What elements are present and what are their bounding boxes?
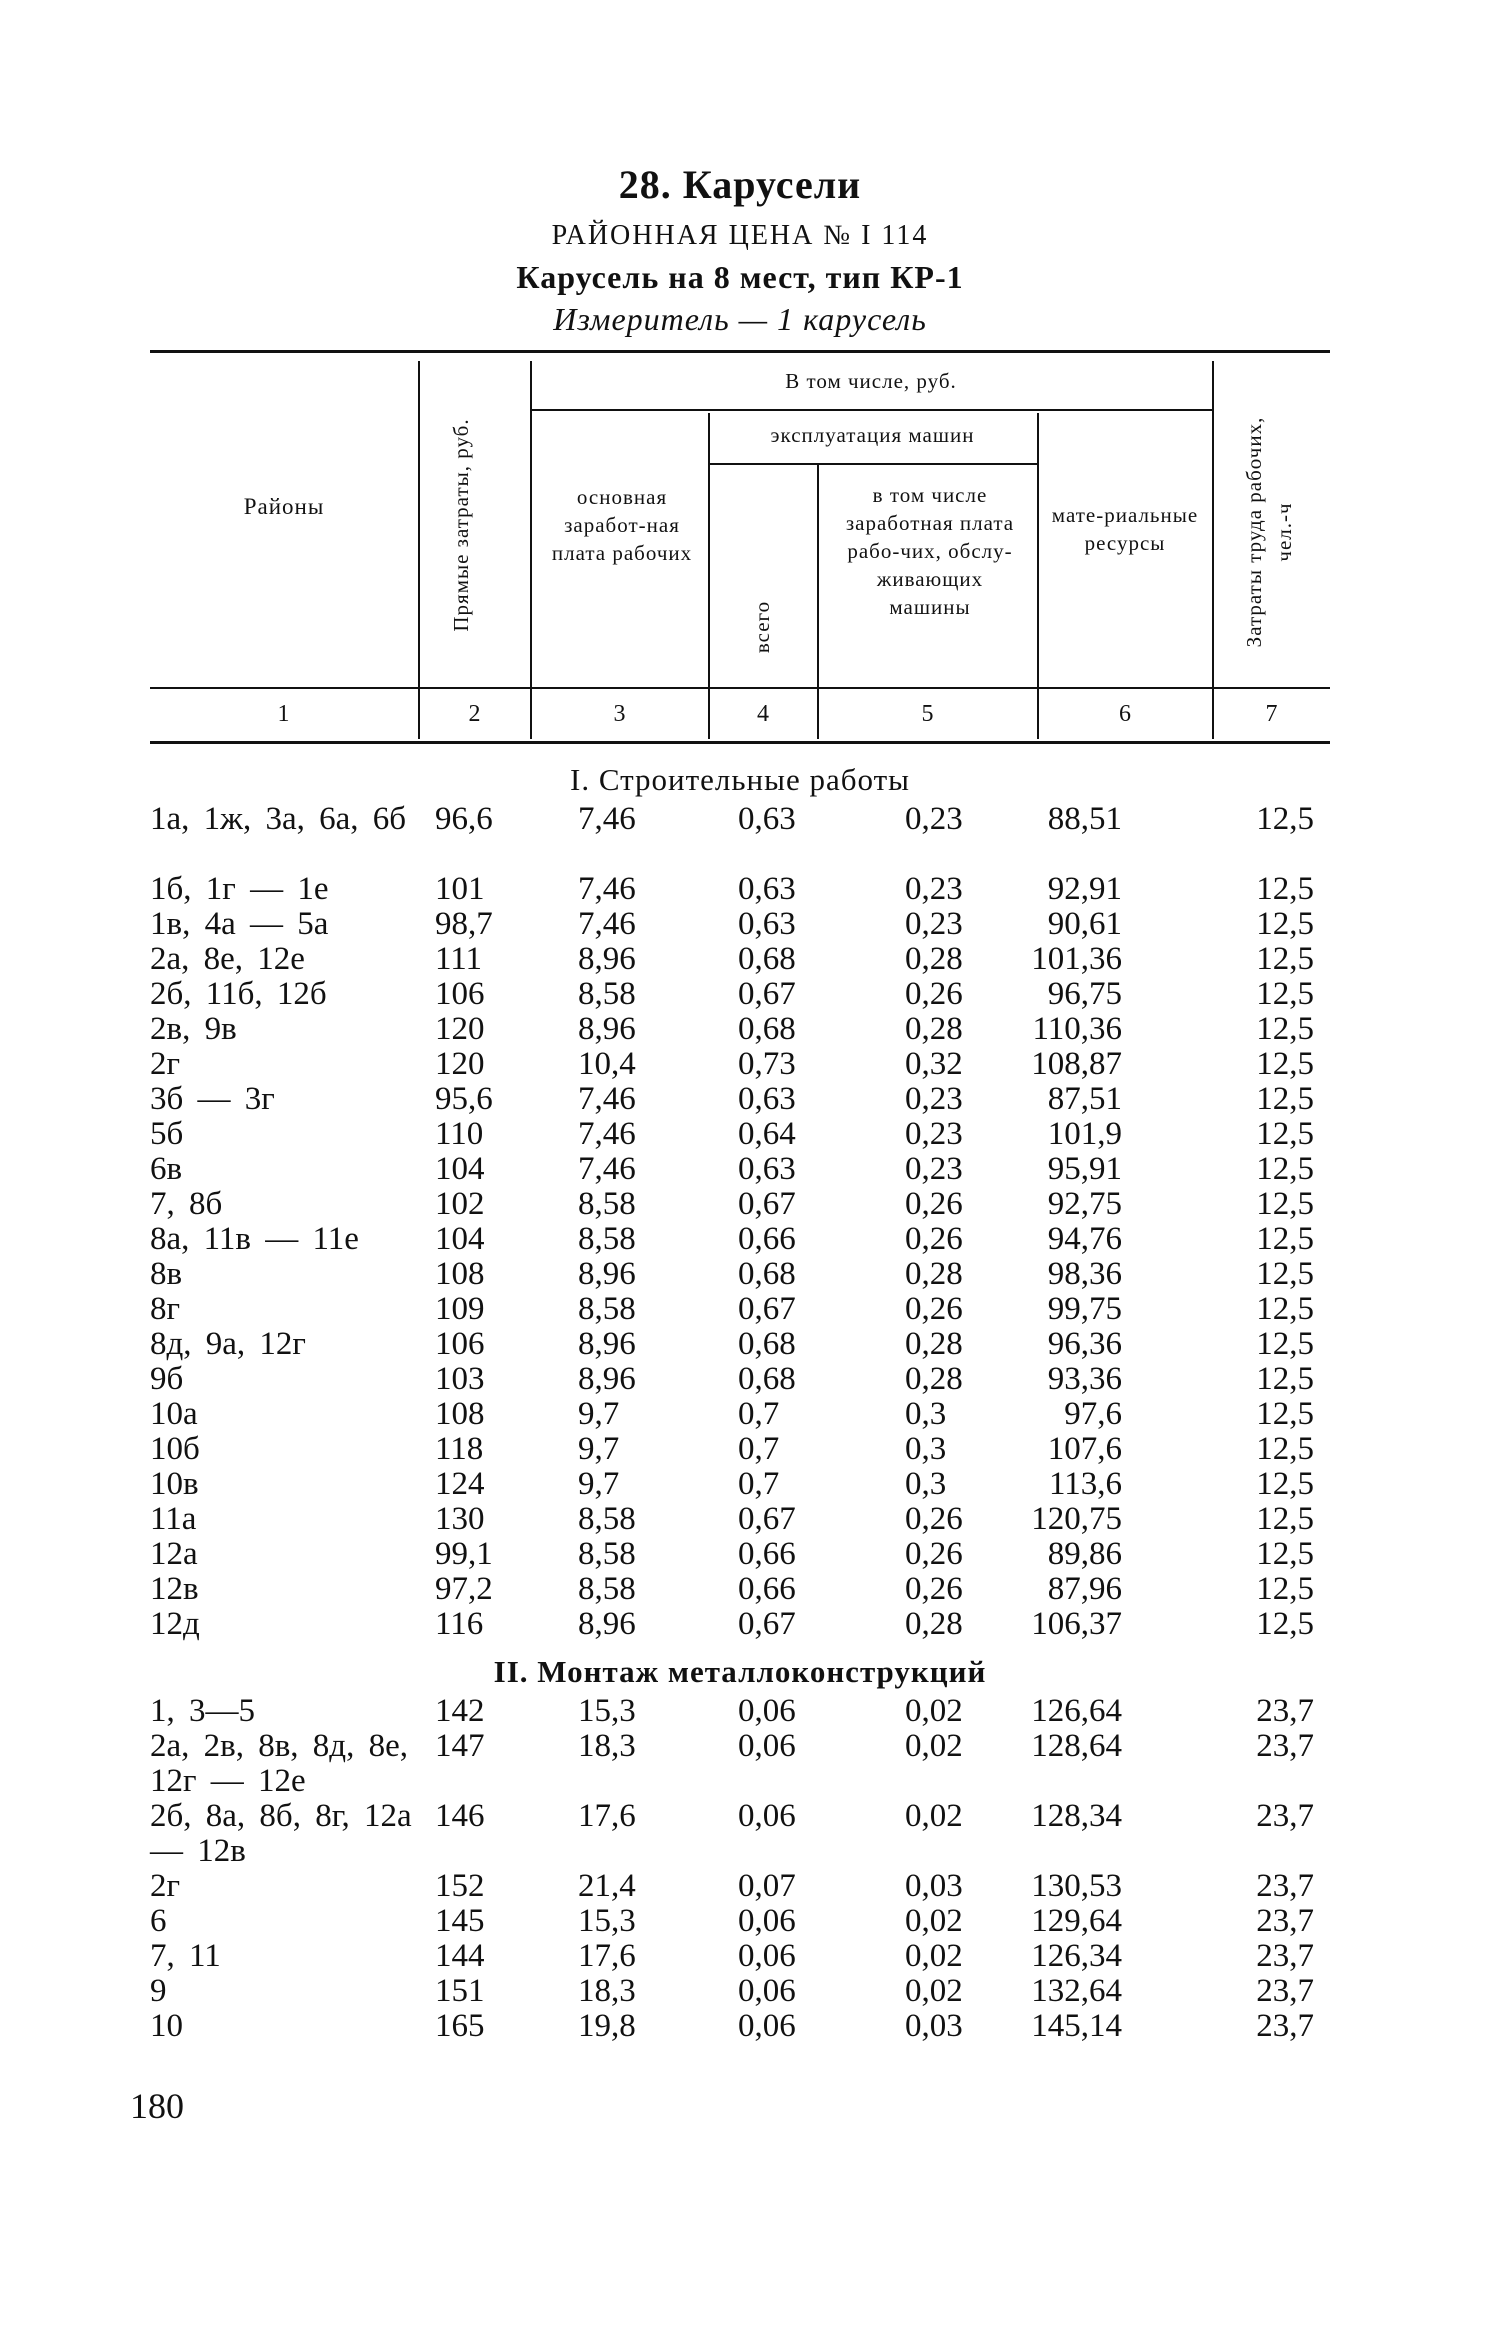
materials-cell: 87,96 — [1047, 1571, 1122, 1607]
base-wage-cell: 9,7 — [578, 1466, 620, 1502]
page-title: 28. Карусели — [618, 162, 862, 207]
machine-total-cell: 0,06 — [738, 1903, 796, 1939]
machine-total-cell: 0,68 — [738, 1011, 796, 1047]
materials-cell: 113,6 — [1048, 1466, 1122, 1502]
direct-costs-cell: 146 — [435, 1798, 485, 1834]
region-cell: 11а — [150, 1501, 197, 1537]
machine-total-cell: 0,67 — [738, 1606, 796, 1642]
col-number-2: 2 — [468, 701, 482, 727]
machine-wage-cell: 0,02 — [905, 1938, 963, 1974]
machine-total-cell: 0,07 — [738, 1868, 796, 1904]
labor-cell: 12,5 — [1256, 1606, 1314, 1642]
machine-wage-cell: 0,26 — [905, 1186, 963, 1222]
machine-wage-cell: 0,26 — [905, 1571, 963, 1607]
region-cell: 12в — [150, 1571, 199, 1607]
page-number: 180 — [130, 2086, 184, 2126]
materials-cell: 101,9 — [1047, 1116, 1122, 1152]
region-cell: 2а, 2в, 8в, 8д, 8е, 12г — 12е — [150, 1728, 408, 1799]
base-wage-cell: 8,58 — [578, 1571, 636, 1607]
labor-cell: 12,5 — [1256, 1186, 1314, 1222]
materials-cell: 106,37 — [1031, 1606, 1122, 1642]
table-row — [150, 1799, 1330, 1869]
header-base-wage: основная заработ-ная плата рабочих — [551, 485, 693, 565]
base-wage-cell: 18,3 — [578, 1728, 636, 1764]
materials-cell: 96,36 — [1047, 1326, 1122, 1362]
machine-wage-cell: 0,26 — [905, 1536, 963, 1572]
labor-cell: 12,5 — [1256, 1256, 1314, 1292]
region-cell: 1б, 1г — 1е — [150, 871, 329, 907]
region-cell: 8а, 11в — 11е — [150, 1221, 359, 1257]
direct-costs-cell: 98,7 — [435, 906, 493, 942]
materials-cell: 132,64 — [1031, 1973, 1122, 2009]
region-cell: 7, 8б — [150, 1186, 223, 1222]
region-cell: 12д — [150, 1606, 200, 1642]
labor-cell: 12,5 — [1256, 1501, 1314, 1537]
base-wage-cell: 8,96 — [578, 941, 636, 977]
materials-cell: 145,14 — [1031, 2008, 1122, 2044]
machine-total-cell: 0,7 — [738, 1396, 780, 1432]
base-wage-cell: 8,96 — [578, 1011, 636, 1047]
base-wage-cell: 8,58 — [578, 1501, 636, 1537]
direct-costs-cell: 108 — [435, 1396, 485, 1432]
table-row — [150, 1467, 1330, 1502]
machine-total-cell: 0,73 — [738, 1046, 796, 1082]
machine-wage-cell: 0,28 — [905, 1011, 963, 1047]
base-wage-cell: 21,4 — [578, 1868, 636, 1904]
region-cell: 2а, 8е, 12е — [150, 941, 305, 977]
machine-total-cell: 0,66 — [738, 1571, 796, 1607]
table-row — [150, 1502, 1330, 1537]
materials-cell: 94,76 — [1047, 1221, 1122, 1257]
machine-total-cell: 0,7 — [738, 1431, 780, 1467]
base-wage-cell: 10,4 — [578, 1046, 636, 1082]
machine-wage-cell: 0,3 — [905, 1396, 947, 1432]
base-wage-cell: 15,3 — [578, 1903, 636, 1939]
table-row — [150, 1694, 1330, 1729]
labor-cell: 12,5 — [1256, 1116, 1314, 1152]
machine-wage-cell: 0,26 — [905, 1221, 963, 1257]
labor-cell: 12,5 — [1256, 1221, 1314, 1257]
labor-cell: 12,5 — [1256, 1081, 1314, 1117]
region-cell: 1а, 1ж, 3а, 6а, 6б — [150, 801, 407, 837]
region-cell: 2г — [150, 1046, 181, 1082]
materials-cell: 92,91 — [1047, 871, 1122, 907]
materials-cell: 128,64 — [1031, 1728, 1122, 1764]
labor-cell: 23,7 — [1256, 1973, 1314, 2009]
machine-total-cell: 0,06 — [738, 1728, 796, 1764]
direct-costs-cell: 111 — [435, 941, 483, 977]
col-number-3: 3 — [613, 701, 627, 727]
labor-cell: 12,5 — [1256, 1151, 1314, 1187]
machine-wage-cell: 0,3 — [905, 1466, 947, 1502]
item-title: Карусель на 8 мест, тип КР-1 — [516, 259, 964, 295]
base-wage-cell: 8,58 — [578, 976, 636, 1012]
machine-wage-cell: 0,02 — [905, 1903, 963, 1939]
direct-costs-cell: 144 — [435, 1938, 485, 1974]
header-materials: мате-риальные ресурсы — [1051, 503, 1199, 555]
machine-total-cell: 0,06 — [738, 2008, 796, 2044]
machine-total-cell: 0,06 — [738, 1938, 796, 1974]
machine-wage-cell: 0,23 — [905, 906, 963, 942]
base-wage-cell: 8,58 — [578, 1221, 636, 1257]
machine-wage-cell: 0,23 — [905, 1151, 963, 1187]
header-total: всего — [750, 600, 774, 654]
section-title: I. Строительные работы — [570, 762, 910, 797]
header-including: В том числе, руб. — [785, 369, 957, 393]
region-cell: 2б, 11б, 12б — [150, 976, 327, 1012]
materials-cell: 98,36 — [1047, 1256, 1122, 1292]
materials-cell: 101,36 — [1031, 941, 1122, 977]
table-row — [150, 1939, 1330, 1974]
materials-cell: 88,51 — [1047, 801, 1122, 837]
materials-cell: 129,64 — [1031, 1903, 1122, 1939]
table-row — [150, 1869, 1330, 1904]
labor-cell: 12,5 — [1256, 1571, 1314, 1607]
base-wage-cell: 8,96 — [578, 1256, 636, 1292]
direct-costs-cell: 103 — [435, 1361, 485, 1397]
region-cell: 10а — [150, 1396, 198, 1432]
machine-wage-cell: 0,23 — [905, 1116, 963, 1152]
labor-cell: 23,7 — [1256, 1693, 1314, 1729]
base-wage-cell: 8,96 — [578, 1326, 636, 1362]
labor-cell: 12,5 — [1256, 976, 1314, 1012]
section-title: II. Монтаж металлоконструкций — [493, 1654, 987, 1689]
price-line: РАЙОННАЯ ЦЕНА № I 114 — [551, 220, 929, 251]
machine-total-cell: 0,06 — [738, 1973, 796, 2009]
table-row — [150, 1222, 1330, 1257]
labor-cell: 12,5 — [1256, 1011, 1314, 1047]
base-wage-cell: 7,46 — [578, 801, 636, 837]
direct-costs-cell: 95,6 — [435, 1081, 493, 1117]
materials-cell: 120,75 — [1031, 1501, 1122, 1537]
direct-costs-cell: 99,1 — [435, 1536, 493, 1572]
machine-wage-cell: 0,02 — [905, 1798, 963, 1834]
materials-cell: 90,61 — [1047, 906, 1122, 942]
direct-costs-cell: 97,2 — [435, 1571, 493, 1607]
section-rows-construction — [150, 802, 1330, 1642]
machine-wage-cell: 0,02 — [905, 1728, 963, 1764]
region-cell: 6 — [150, 1903, 167, 1939]
direct-costs-cell: 108 — [435, 1256, 485, 1292]
region-cell: 8в — [150, 1256, 183, 1292]
table-row — [150, 1152, 1330, 1187]
machine-wage-cell: 0,23 — [905, 871, 963, 907]
materials-cell: 108,87 — [1031, 1046, 1122, 1082]
materials-cell: 87,51 — [1047, 1081, 1122, 1117]
machine-wage-cell: 0,28 — [905, 941, 963, 977]
materials-cell: 110,36 — [1032, 1011, 1122, 1047]
table-row — [150, 1607, 1330, 1642]
direct-costs-cell: 165 — [435, 2008, 485, 2044]
labor-cell: 23,7 — [1256, 1728, 1314, 1764]
machine-wage-cell: 0,23 — [905, 801, 963, 837]
labor-cell: 23,7 — [1256, 1903, 1314, 1939]
region-cell: 12а — [150, 1536, 198, 1572]
direct-costs-cell: 151 — [435, 1973, 485, 2009]
materials-cell: 99,75 — [1047, 1291, 1122, 1327]
direct-costs-cell: 124 — [435, 1466, 485, 1502]
region-cell: 8г — [150, 1291, 181, 1327]
labor-cell: 12,5 — [1256, 1536, 1314, 1572]
base-wage-cell: 7,46 — [578, 906, 636, 942]
table-row — [150, 872, 1330, 907]
base-wage-cell: 19,8 — [578, 2008, 636, 2044]
region-cell: 5б — [150, 1116, 184, 1152]
region-cell: 6в — [150, 1151, 183, 1187]
labor-cell: 12,5 — [1256, 1326, 1314, 1362]
table-row — [150, 1729, 1330, 1799]
machine-wage-cell: 0,26 — [905, 1291, 963, 1327]
region-cell: 8д, 9а, 12г — [150, 1326, 306, 1362]
direct-costs-cell: 110 — [435, 1116, 484, 1152]
machine-total-cell: 0,67 — [738, 1501, 796, 1537]
direct-costs-cell: 152 — [435, 1868, 485, 1904]
labor-cell: 12,5 — [1256, 1431, 1314, 1467]
labor-cell: 23,7 — [1256, 2008, 1314, 2044]
direct-costs-cell: 102 — [435, 1186, 485, 1222]
region-cell: 2б, 8а, 8б, 8г, 12а — 12в — [150, 1798, 412, 1869]
machine-wage-cell: 0,28 — [905, 1361, 963, 1397]
table-row — [150, 1362, 1330, 1397]
table-row — [150, 1327, 1330, 1362]
machine-total-cell: 0,66 — [738, 1536, 796, 1572]
base-wage-cell: 18,3 — [578, 1973, 636, 2009]
region-cell: 9 — [150, 1973, 167, 2009]
machine-wage-cell: 0,28 — [905, 1606, 963, 1642]
labor-cell: 12,5 — [1256, 1466, 1314, 1502]
materials-cell: 96,75 — [1047, 976, 1122, 1012]
labor-cell: 12,5 — [1256, 871, 1314, 907]
direct-costs-cell: 106 — [435, 1326, 485, 1362]
machine-wage-cell: 0,03 — [905, 1868, 963, 1904]
base-wage-cell: 7,46 — [578, 1116, 636, 1152]
base-wage-cell: 17,6 — [578, 1938, 636, 1974]
direct-costs-cell: 120 — [435, 1011, 485, 1047]
labor-cell: 12,5 — [1256, 1046, 1314, 1082]
machine-total-cell: 0,7 — [738, 1466, 780, 1502]
table-row — [150, 1974, 1330, 2009]
machine-total-cell: 0,68 — [738, 1256, 796, 1292]
direct-costs-cell: 101 — [435, 871, 485, 907]
direct-costs-cell: 96,6 — [435, 801, 493, 837]
direct-costs-cell: 104 — [435, 1221, 485, 1257]
labor-cell: 12,5 — [1256, 801, 1314, 837]
header-machine-wage: в том числе заработная плата рабо-чих, обслу-живающих машины — [845, 483, 1015, 619]
region-cell: 10б — [150, 1431, 200, 1467]
col-number-7: 7 — [1265, 701, 1279, 727]
base-wage-cell: 8,96 — [578, 1606, 636, 1642]
header-machine-operation: эксплуатация машин — [770, 423, 975, 447]
base-wage-cell: 15,3 — [578, 1693, 636, 1729]
direct-costs-cell: 145 — [435, 1903, 485, 1939]
machine-wage-cell: 0,02 — [905, 1973, 963, 2009]
direct-costs-cell: 116 — [435, 1606, 484, 1642]
table-row — [150, 1257, 1330, 1292]
header-regions: Районы — [243, 494, 325, 519]
direct-costs-cell: 109 — [435, 1291, 485, 1327]
machine-wage-cell: 0,26 — [905, 1501, 963, 1537]
region-cell: 10в — [150, 1466, 199, 1502]
region-cell: 10 — [150, 2008, 183, 2044]
machine-wage-cell: 0,32 — [905, 1046, 963, 1082]
labor-cell: 12,5 — [1256, 941, 1314, 977]
table-row — [150, 1012, 1330, 1047]
table-row — [150, 1397, 1330, 1432]
materials-cell: 126,64 — [1031, 1693, 1122, 1729]
table-row — [150, 1537, 1330, 1572]
region-cell: 2г — [150, 1868, 181, 1904]
labor-cell: 23,7 — [1256, 1938, 1314, 1974]
machine-total-cell: 0,66 — [738, 1221, 796, 1257]
table-row — [150, 1432, 1330, 1467]
machine-total-cell: 0,63 — [738, 1151, 796, 1187]
region-cell: 1, 3—5 — [150, 1693, 255, 1729]
direct-costs-cell: 118 — [435, 1431, 484, 1467]
direct-costs-cell: 104 — [435, 1151, 485, 1187]
materials-cell: 93,36 — [1047, 1361, 1122, 1397]
table-row — [150, 1572, 1330, 1607]
base-wage-cell: 8,96 — [578, 1361, 636, 1397]
direct-costs-cell: 106 — [435, 976, 485, 1012]
base-wage-cell: 8,58 — [578, 1291, 636, 1327]
materials-cell: 107,6 — [1047, 1431, 1122, 1467]
base-wage-cell: 8,58 — [578, 1536, 636, 1572]
materials-cell: 97,6 — [1064, 1396, 1122, 1432]
machine-wage-cell: 0,23 — [905, 1081, 963, 1117]
table-row — [150, 802, 1330, 872]
base-wage-cell: 9,7 — [578, 1431, 620, 1467]
machine-wage-cell: 0,3 — [905, 1431, 947, 1467]
labor-cell: 12,5 — [1256, 1396, 1314, 1432]
machine-total-cell: 0,67 — [738, 1186, 796, 1222]
region-cell: 2в, 9в — [150, 1011, 237, 1047]
machine-wage-cell: 0,28 — [905, 1256, 963, 1292]
base-wage-cell: 7,46 — [578, 871, 636, 907]
machine-total-cell: 0,63 — [738, 801, 796, 837]
table-row — [150, 1117, 1330, 1152]
machine-total-cell: 0,67 — [738, 976, 796, 1012]
materials-cell: 92,75 — [1047, 1186, 1122, 1222]
measure-line: Измеритель — 1 карусель — [553, 301, 927, 337]
region-cell: 1в, 4а — 5а — [150, 906, 329, 942]
base-wage-cell: 8,58 — [578, 1186, 636, 1222]
labor-cell: 23,7 — [1256, 1868, 1314, 1904]
direct-costs-cell: 130 — [435, 1501, 485, 1537]
region-cell: 7, 11 — [150, 1938, 221, 1974]
materials-cell: 126,34 — [1031, 1938, 1122, 1974]
labor-cell: 23,7 — [1256, 1798, 1314, 1834]
labor-cell: 12,5 — [1256, 1361, 1314, 1397]
labor-cell: 12,5 — [1256, 1291, 1314, 1327]
materials-cell: 128,34 — [1031, 1798, 1122, 1834]
table-row — [150, 1187, 1330, 1222]
machine-total-cell: 0,68 — [738, 1326, 796, 1362]
machine-total-cell: 0,68 — [738, 941, 796, 977]
col-number-5: 5 — [921, 701, 935, 727]
table-row — [150, 1047, 1330, 1082]
table-row — [150, 1904, 1330, 1939]
table-row — [150, 942, 1330, 977]
base-wage-cell: 9,7 — [578, 1396, 620, 1432]
header-direct-costs: Прямые затраты, руб. — [449, 418, 473, 632]
table-row — [150, 1082, 1330, 1117]
machine-wage-cell: 0,03 — [905, 2008, 963, 2044]
base-wage-cell: 7,46 — [578, 1151, 636, 1187]
labor-cell: 12,5 — [1256, 906, 1314, 942]
machine-total-cell: 0,64 — [738, 1116, 796, 1152]
materials-cell: 95,91 — [1047, 1151, 1122, 1187]
machine-wage-cell: 0,26 — [905, 976, 963, 1012]
base-wage-cell: 17,6 — [578, 1798, 636, 1834]
region-cell: 3б — 3г — [150, 1081, 275, 1117]
region-cell: 9б — [150, 1361, 184, 1397]
header-labor: Затраты труда рабочих, чел.-ч — [1242, 416, 1296, 648]
section-rows-assembly — [150, 1694, 1330, 2044]
machine-wage-cell: 0,02 — [905, 1693, 963, 1729]
machine-total-cell: 0,06 — [738, 1693, 796, 1729]
base-wage-cell: 7,46 — [578, 1081, 636, 1117]
table-header — [150, 350, 1330, 744]
machine-wage-cell: 0,28 — [905, 1326, 963, 1362]
materials-cell: 89,86 — [1047, 1536, 1122, 1572]
machine-total-cell: 0,68 — [738, 1361, 796, 1397]
direct-costs-cell: 142 — [435, 1693, 485, 1729]
table-row — [150, 1292, 1330, 1327]
materials-cell: 130,53 — [1031, 1868, 1122, 1904]
machine-total-cell: 0,63 — [738, 906, 796, 942]
col-number-1: 1 — [277, 701, 291, 727]
table-row — [150, 907, 1330, 942]
table-row — [150, 977, 1330, 1012]
machine-total-cell: 0,06 — [738, 1798, 796, 1834]
machine-total-cell: 0,63 — [738, 871, 796, 907]
col-number-4: 4 — [757, 701, 770, 727]
machine-total-cell: 0,67 — [738, 1291, 796, 1327]
direct-costs-cell: 147 — [435, 1728, 485, 1764]
document-page — [150, 160, 1330, 2044]
col-number-6: 6 — [1119, 701, 1132, 727]
direct-costs-cell: 120 — [435, 1046, 485, 1082]
table-row — [150, 2009, 1330, 2044]
machine-total-cell: 0,63 — [738, 1081, 796, 1117]
